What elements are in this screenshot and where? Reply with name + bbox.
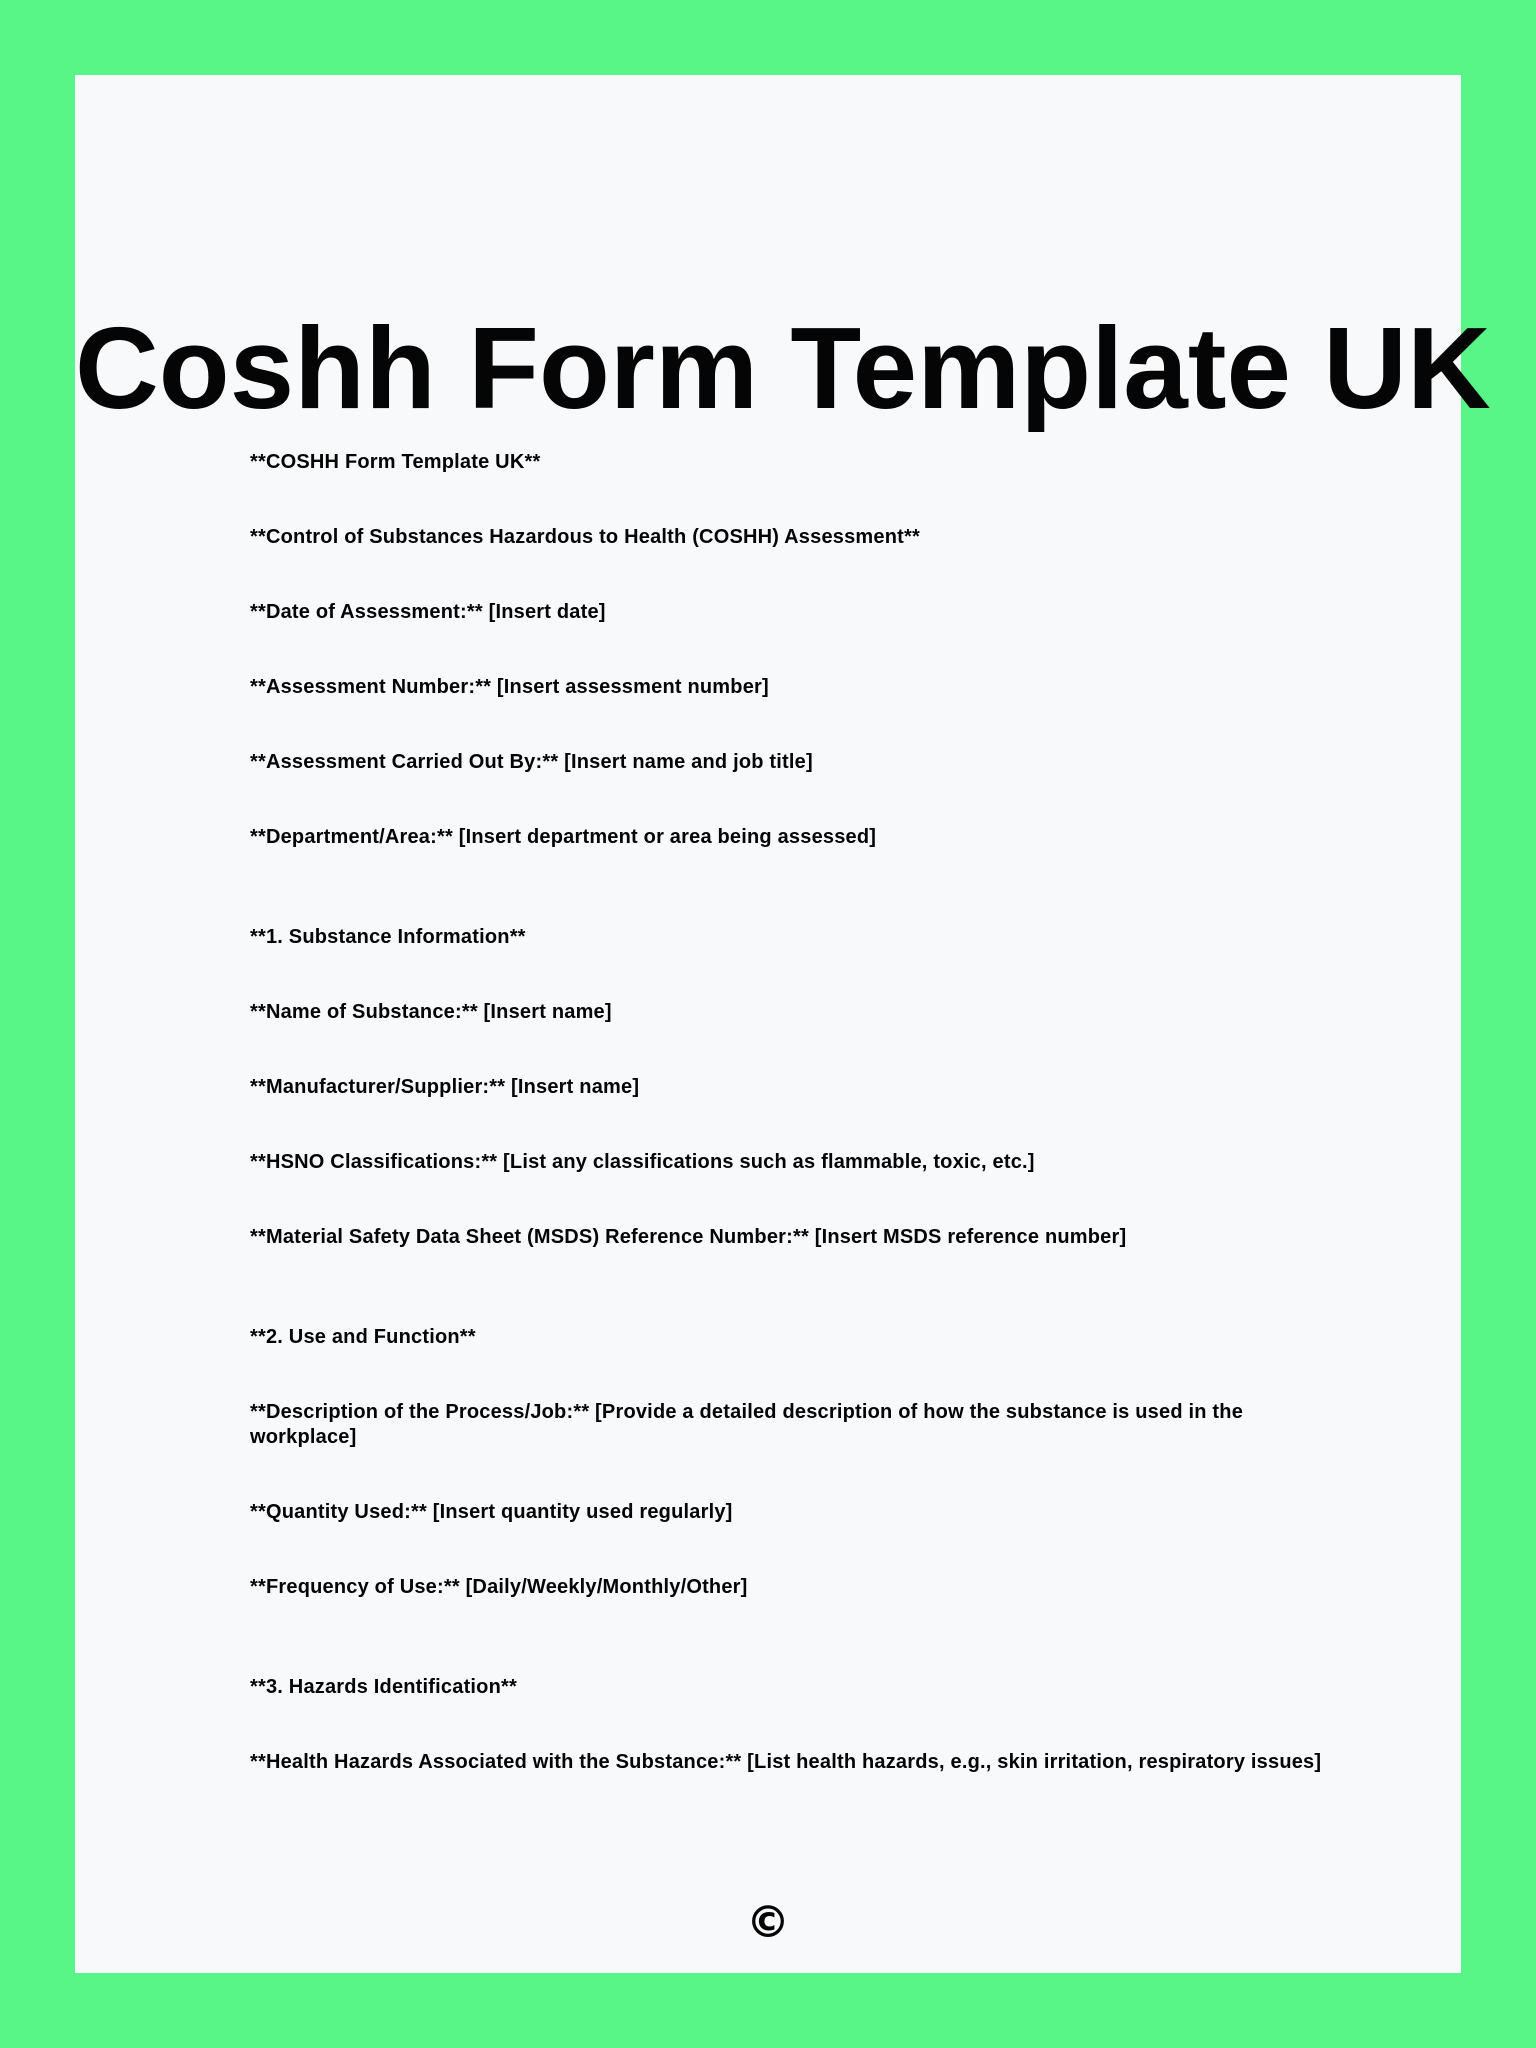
page-title: Coshh Form Template UK bbox=[75, 303, 1491, 433]
name-of-substance: **Name of Substance:** [Insert name] bbox=[250, 1001, 612, 1023]
description-of-process: **Description of the Process/Job:** [Provide a detailed description of how the substance is used in the workplace] bbox=[250, 1401, 1244, 1448]
section-use-and-function: **2. Use and Function** bbox=[250, 1326, 476, 1348]
assessment-carried-out-by: **Assessment Carried Out By:** [Insert name and job title] bbox=[250, 751, 813, 773]
copyright-icon: © bbox=[746, 1897, 790, 1948]
section-substance-information: **1. Substance Information** bbox=[250, 926, 526, 948]
form-heading: **COSHH Form Template UK** bbox=[250, 451, 541, 473]
quantity-used: **Quantity Used:** [Insert quantity used regularly] bbox=[250, 1501, 733, 1523]
manufacturer-supplier: **Manufacturer/Supplier:** [Insert name] bbox=[250, 1076, 640, 1098]
health-hazards: **Health Hazards Associated with the Substance:** [List health hazards, e.g., skin irritation, respiratory issues] bbox=[250, 1751, 1322, 1773]
section-hazards-identification: **3. Hazards Identification** bbox=[250, 1676, 517, 1698]
frequency-of-use: **Frequency of Use:** [Daily/Weekly/Monthly/Other] bbox=[250, 1576, 748, 1598]
date-of-assessment: **Date of Assessment:** [Insert date] bbox=[250, 601, 606, 623]
hsno-classifications: **HSNO Classifications:** [List any classifications such as flammable, toxic, etc.] bbox=[250, 1151, 1035, 1173]
assessment-heading: **Control of Substances Hazardous to Health (COSHH) Assessment** bbox=[250, 526, 920, 548]
department-area: **Department/Area:** [Insert department or area being assessed] bbox=[250, 826, 877, 848]
document-page bbox=[75, 75, 1491, 1973]
assessment-number: **Assessment Number:** [Insert assessment number] bbox=[250, 676, 769, 698]
msds-reference-number: **Material Safety Data Sheet (MSDS) Reference Number:** [Insert MSDS reference number] bbox=[250, 1226, 1127, 1248]
